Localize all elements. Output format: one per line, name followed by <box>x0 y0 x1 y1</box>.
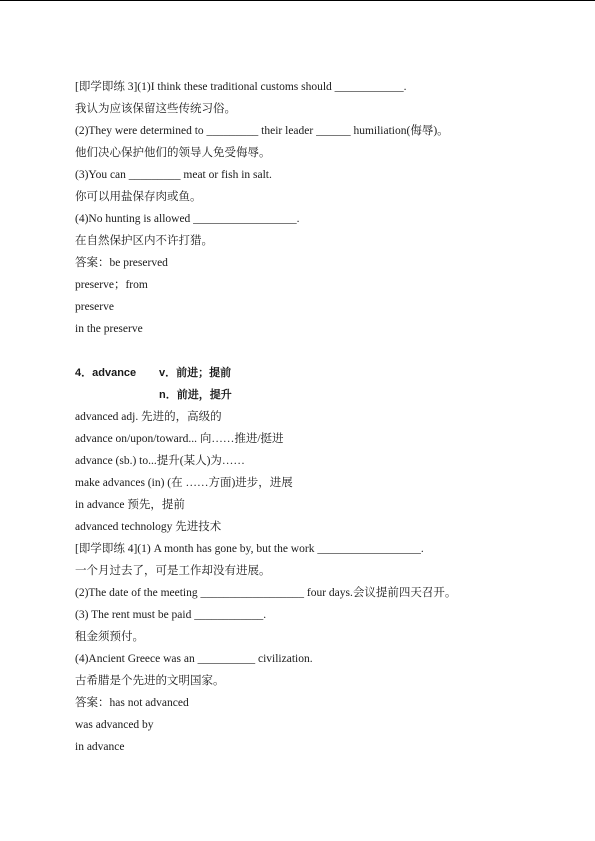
exercise-3-line: 在自然保护区内不许打猎。 <box>75 235 213 247</box>
vocab-noun-meaning: n．前进，提升 <box>159 389 232 401</box>
usage-line: in advance 预先，提前 <box>75 499 185 511</box>
answer-line: was advanced by <box>75 719 154 731</box>
exercise-3-line: 我认为应该保留这些传统习俗。 <box>75 103 236 115</box>
exercise-4-line: 租金须预付。 <box>75 631 144 643</box>
section-spacer <box>75 340 555 362</box>
exercise-3-line: [即学即练 3](1)I think these traditional customs should ____________. <box>75 81 407 93</box>
usage-line: make advances (in) (在 ……方面)进步，进展 <box>75 477 293 489</box>
answer-line: in advance <box>75 741 125 753</box>
exercise-3-line: (2)They were determined to _________ their leader ______ humiliation(侮辱)。 <box>75 125 449 137</box>
exercise-4-line: (3) The rent must be paid ____________. <box>75 609 267 621</box>
exercise-3-line: (3)You can _________ meat or fish in salt. <box>75 169 272 181</box>
answer-line: preserve <box>75 301 114 313</box>
exercise-4-line: [即学即练 4](1) A month has gone by, but the work __________________. <box>75 543 424 555</box>
vocab-heading <box>75 362 555 384</box>
page-top-rule <box>0 0 595 1</box>
usage-line: advanced technology 先进技术 <box>75 521 222 533</box>
exercise-4-line: 一个月过去了，可是工作却没有进展。 <box>75 565 271 577</box>
vocab-word: 4．advance <box>75 367 137 379</box>
usage-line: advance (sb.) to...提升(某人)为…… <box>75 455 245 467</box>
answer-line: in the preserve <box>75 323 143 335</box>
usage-line: advanced adj. 先进的，高级的 <box>75 411 222 423</box>
answer-line: 答案：be preserved <box>75 257 168 269</box>
vocab-verb-meaning: v．前进；提前 <box>159 367 232 379</box>
answer-line: preserve；from <box>75 279 148 291</box>
document-page <box>75 76 555 758</box>
usage-line: advance on/upon/toward... 向……推进/挺进 <box>75 433 284 445</box>
exercise-3-line: (4)No hunting is allowed __________________. <box>75 213 300 225</box>
section-exercise-3 <box>75 76 555 340</box>
exercise-4-line: (4)Ancient Greece was an __________ civilization. <box>75 653 313 665</box>
exercise-4-line: (2)The date of the meeting __________________ four days.会议提前四天召开。 <box>75 587 457 599</box>
exercise-3-line: 他们决心保护他们的领导人免受侮辱。 <box>75 147 271 159</box>
exercise-4-line: 古希腊是个先进的文明国家。 <box>75 675 225 687</box>
section-advance <box>75 362 555 758</box>
exercise-3-line: 你可以用盐保存肉或鱼。 <box>75 191 202 203</box>
answer-line: 答案：has not advanced <box>75 697 189 709</box>
